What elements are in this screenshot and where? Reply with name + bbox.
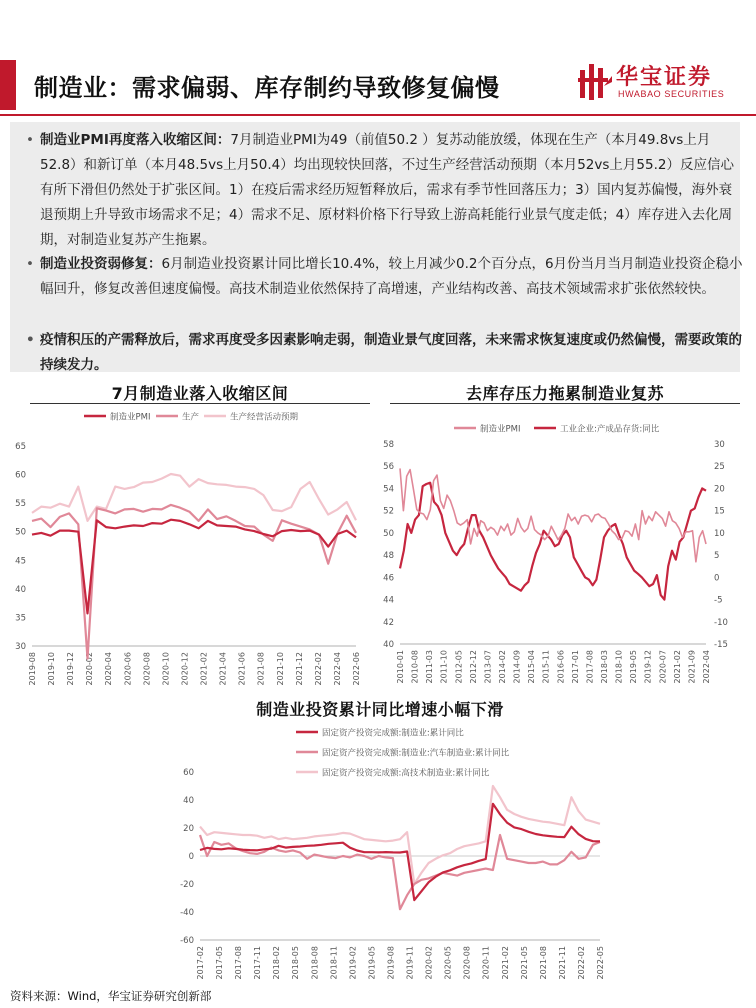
y-tick-label: 35 bbox=[15, 613, 26, 624]
bullet-conclusion bbox=[26, 328, 745, 378]
y-tick-label: -20 bbox=[180, 880, 194, 890]
header-accent-bar bbox=[0, 60, 16, 110]
x-tick-label: 2017-08 bbox=[234, 946, 244, 980]
x-tick-label: 2021-10 bbox=[275, 652, 285, 686]
y-right-tick-label: -15 bbox=[714, 640, 728, 650]
y-right-tick-label: 0 bbox=[714, 573, 720, 584]
x-tick-label: 2015-11 bbox=[541, 650, 551, 684]
y-tick-label: -40 bbox=[180, 908, 194, 918]
x-tick-label: 2021-06 bbox=[237, 652, 247, 686]
y-tick-label: 55 bbox=[15, 499, 26, 510]
y-tick-label: 42 bbox=[383, 617, 394, 628]
y-tick-label: 58 bbox=[383, 440, 394, 450]
logo-name-cn: 华宝证券 bbox=[616, 65, 713, 90]
x-tick-label: 2021-05 bbox=[519, 946, 529, 980]
x-tick-label: 2021-02 bbox=[199, 652, 209, 686]
x-tick-label: 2019-08 bbox=[28, 652, 37, 686]
x-tick-label: 2019-12 bbox=[66, 652, 76, 686]
x-tick-label: 2012-05 bbox=[454, 650, 464, 684]
x-tick-label: 2011-10 bbox=[439, 650, 449, 684]
y-tick-label: 54 bbox=[383, 484, 394, 495]
y-tick-label: 56 bbox=[383, 462, 394, 473]
chart-title-underline bbox=[390, 403, 740, 404]
header-divider bbox=[0, 114, 756, 116]
x-tick-label: 2022-04 bbox=[332, 652, 342, 686]
y-right-tick-label: 20 bbox=[714, 484, 725, 495]
x-tick-label: 2020-08 bbox=[142, 652, 152, 686]
x-tick-label: 2022-06 bbox=[352, 652, 361, 686]
x-tick-label: 2019-05 bbox=[367, 946, 377, 980]
x-tick-label: 2014-09 bbox=[512, 650, 522, 684]
x-tick-label: 2021-04 bbox=[218, 652, 228, 686]
bullet-investment bbox=[26, 252, 745, 302]
series-line-1 bbox=[400, 468, 706, 561]
y-tick-label: 40 bbox=[183, 796, 194, 806]
y-right-tick-label: -5 bbox=[714, 595, 723, 606]
bullet-text: 疫情积压的产需释放后，需求再度受多因素影响走弱，制造业景气度回落，未来需求恢复速度或仍然偏慢，需要政策的持续发力。 bbox=[40, 332, 742, 373]
x-tick-label: 2022-05 bbox=[596, 946, 605, 980]
y-tick-label: 30 bbox=[15, 642, 26, 652]
x-tick-label: 2019-12 bbox=[643, 650, 653, 684]
x-tick-label: 2017-01 bbox=[570, 650, 580, 684]
legend-label: 生产 bbox=[182, 412, 200, 423]
chart-title-investment: 制造业投资累计同比增速小幅下滑 bbox=[256, 700, 504, 719]
y-tick-label: 65 bbox=[15, 442, 26, 452]
x-tick-label: 2022-04 bbox=[702, 650, 711, 684]
y-right-tick-label: 15 bbox=[714, 506, 725, 517]
x-tick-label: 2010-01 bbox=[396, 650, 405, 684]
y-right-tick-label: 30 bbox=[714, 440, 725, 450]
x-tick-label: 2018-05 bbox=[291, 946, 301, 980]
x-tick-label: 2017-02 bbox=[196, 946, 205, 980]
x-tick-label: 2011-03 bbox=[425, 650, 435, 684]
y-tick-label: 48 bbox=[383, 551, 394, 562]
page-title: 制造业：需求偏弱、库存制约导致修复偏慢 bbox=[34, 74, 500, 102]
x-tick-label: 2012-12 bbox=[468, 650, 478, 684]
x-tick-label: 2021-02 bbox=[500, 946, 510, 980]
x-tick-label: 2022-02 bbox=[313, 652, 323, 686]
x-tick-label: 2019-10 bbox=[47, 652, 57, 686]
y-tick-label: 40 bbox=[383, 640, 394, 650]
x-tick-label: 2020-06 bbox=[123, 652, 133, 686]
inventory-chart bbox=[376, 408, 746, 690]
x-tick-label: 2017-08 bbox=[585, 650, 595, 684]
x-tick-label: 2021-11 bbox=[557, 946, 567, 980]
x-tick-label: 2020-05 bbox=[443, 946, 453, 980]
pmi-chart bbox=[0, 408, 370, 690]
x-tick-label: 2021-09 bbox=[687, 650, 697, 684]
chart-title-pmi: 7月制造业落入收缩区间 bbox=[111, 384, 289, 403]
legend-label: 制造业PMI bbox=[110, 412, 151, 423]
x-tick-label: 2018-02 bbox=[272, 946, 282, 980]
legend-label: 固定资产投资完成额:制造业:累计同比 bbox=[322, 728, 464, 739]
chart-title-underline bbox=[30, 403, 370, 404]
bullet-lead: 制造业投资弱修复： bbox=[40, 256, 162, 272]
x-tick-label: 2020-02 bbox=[85, 652, 95, 686]
x-tick-label: 2020-02 bbox=[424, 946, 434, 980]
y-tick-label: 50 bbox=[15, 527, 26, 538]
x-tick-label: 2019-11 bbox=[405, 946, 415, 980]
source-note: 资料来源：Wind，华宝证券研究创新部 bbox=[10, 989, 212, 1003]
x-tick-label: 2020-07 bbox=[658, 650, 668, 684]
bullet-text: 6月制造业投资累计同比增长10.4%，较上月减少0.2个百分点，6月份当月当月制造业投资企稳小幅回升，修复改善但速度偏慢。高技术制造业依然保持了高增速，产业结构改善、高技术领域需求扩张依然较快。 bbox=[40, 256, 743, 297]
x-tick-label: 2020-04 bbox=[104, 652, 114, 686]
x-tick-label: 2016-06 bbox=[556, 650, 566, 684]
x-tick-label: 2017-05 bbox=[215, 946, 225, 980]
investment-chart bbox=[170, 720, 610, 990]
y-tick-label: 60 bbox=[15, 470, 26, 481]
y-tick-label: 60 bbox=[183, 768, 194, 778]
x-tick-label: 2019-05 bbox=[629, 650, 639, 684]
bullet-pmi bbox=[26, 128, 745, 253]
x-tick-label: 2021-02 bbox=[672, 650, 682, 684]
series-line-2 bbox=[200, 835, 600, 909]
bullet-lead: 制造业PMI再度落入收缩区间： bbox=[40, 132, 231, 148]
x-tick-label: 2022-02 bbox=[576, 946, 586, 980]
y-tick-label: 52 bbox=[383, 506, 394, 517]
bullet-text: 7月制造业PMI为49（前值50.2 ）复苏动能放缓，体现在生产（本月49.8vs上月52.8）和新订单（本月48.5vs上月50.4）均出现较快回落，不过生产经营活动预期（本月52vs上月55.2）反应信心有所下滑但仍然处于扩张区间。1）在疫后需求经历短暂释放后，需求有季节性回落压力；3）国内复苏偏慢，海外衰退预期上升导致市场需求不足；4）需求不足、原材料价格下行导致上游高耗能行业景气度走低；4）库存进入去化周期，对制造业复苏产生拖累。 bbox=[40, 132, 734, 248]
legend-label: 工业企业:产成品存货:同比 bbox=[560, 424, 660, 435]
y-right-tick-label: 5 bbox=[714, 551, 720, 562]
x-tick-label: 2015-04 bbox=[527, 650, 537, 684]
x-tick-label: 2021-08 bbox=[256, 652, 266, 686]
legend-label: 制造业PMI bbox=[480, 424, 521, 435]
x-tick-label: 2020-10 bbox=[161, 652, 171, 686]
y-tick-label: -60 bbox=[180, 936, 194, 946]
chart-title-inventory: 去库存压力拖累制造业复苏 bbox=[465, 384, 664, 403]
bullet-dot: • bbox=[26, 332, 35, 348]
legend-label: 生产经营活动预期 bbox=[230, 412, 299, 423]
y-tick-label: 40 bbox=[15, 584, 26, 595]
y-tick-label: 45 bbox=[15, 556, 26, 567]
x-tick-label: 2014-02 bbox=[498, 650, 507, 684]
x-tick-label: 2018-08 bbox=[310, 946, 320, 980]
legend-label: 固定资产投资完成额:高技术制造业:累计同比 bbox=[322, 768, 490, 779]
x-tick-label: 2020-11 bbox=[481, 946, 491, 980]
y-tick-label: 46 bbox=[383, 573, 394, 584]
y-right-tick-label: 10 bbox=[714, 528, 725, 539]
logo-mark-icon bbox=[578, 62, 614, 102]
x-tick-label: 2019-02 bbox=[348, 946, 358, 980]
x-tick-label: 2017-11 bbox=[253, 946, 263, 980]
y-right-tick-label: -10 bbox=[714, 617, 728, 628]
company-logo bbox=[578, 60, 750, 104]
x-tick-label: 2019-08 bbox=[386, 946, 396, 980]
y-right-tick-label: 25 bbox=[714, 462, 725, 473]
y-tick-label: 50 bbox=[383, 528, 394, 539]
series-line-3 bbox=[32, 474, 356, 521]
summary-box bbox=[10, 122, 743, 373]
series-line-2 bbox=[32, 505, 356, 659]
y-tick-label: 20 bbox=[183, 824, 194, 834]
y-tick-label: 0 bbox=[188, 852, 194, 862]
y-tick-label: 44 bbox=[383, 595, 394, 606]
bullet-dot: • bbox=[26, 256, 34, 272]
x-tick-label: 2020-12 bbox=[180, 652, 190, 686]
x-tick-label: 2020-08 bbox=[462, 946, 472, 980]
x-tick-label: 2021-12 bbox=[294, 652, 304, 686]
x-tick-label: 2018-03 bbox=[600, 650, 609, 684]
x-tick-label: 2013-07 bbox=[483, 650, 493, 684]
legend-label: 固定资产投资完成额:制造业:汽车制造业:累计同比 bbox=[322, 748, 510, 759]
x-tick-label: 2021-08 bbox=[538, 946, 548, 980]
x-tick-label: 2010-08 bbox=[410, 650, 420, 684]
x-tick-label: 2018-11 bbox=[329, 946, 339, 980]
x-tick-label: 2018-10 bbox=[614, 650, 624, 684]
logo-name-en: HWABAO SECURITIES bbox=[618, 89, 725, 99]
bullet-dot: • bbox=[26, 132, 34, 148]
